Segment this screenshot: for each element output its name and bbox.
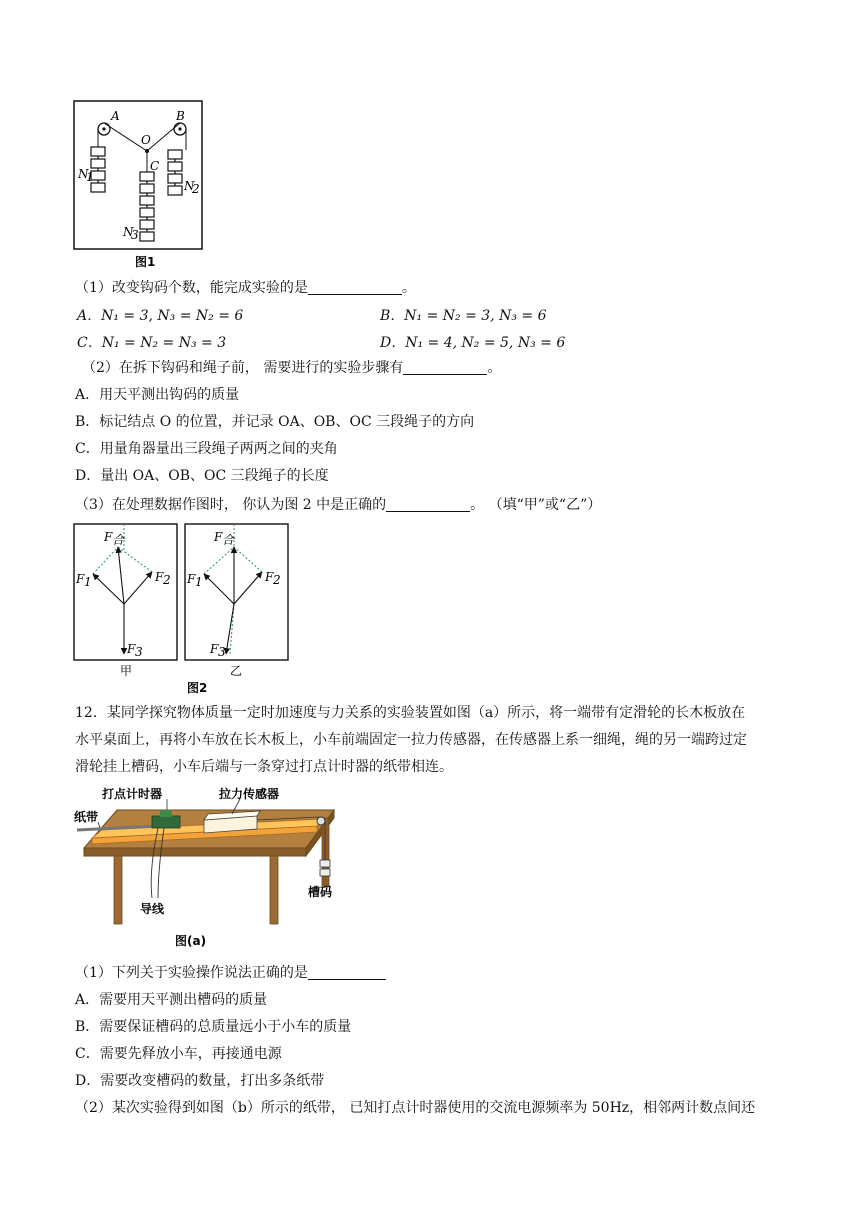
label-n2-sub: 2: [192, 182, 200, 196]
figure-1-drawing: [73, 100, 205, 272]
label-timer: 打点计时器: [102, 787, 163, 801]
q2-option-c[interactable]: C．用量角器量出三段绳子两两之间的夹角: [75, 441, 338, 457]
label-n2: N: [184, 179, 195, 193]
svg-text:1: 1: [84, 575, 92, 589]
yi-f2: F: [265, 570, 274, 584]
q12-1-option-d[interactable]: D．需要改变槽码的数量，打出多条纸带: [75, 1073, 325, 1089]
yi-f3: F: [210, 642, 219, 656]
figure-a: [72, 786, 342, 952]
label-weights: 槽码: [308, 885, 333, 899]
svg-text:1: 1: [195, 575, 203, 589]
label-c: C: [150, 159, 160, 173]
figure-a-caption: 图(a): [175, 934, 207, 948]
figure-2: [73, 522, 291, 698]
q1-option-b[interactable]: B．N₁ = N₂ = 3, N₃ = 6: [380, 308, 547, 324]
label-o: O: [141, 133, 151, 147]
svg-text:合: 合: [112, 533, 125, 547]
svg-text:3: 3: [218, 645, 226, 659]
label-n3: N: [123, 225, 134, 239]
q12-2-stem: （2）某次实验得到如图（b）所示的纸带， 已知打点计时器使用的交流电源频率为 50Hz，相邻两计数点间还: [75, 1100, 756, 1116]
q12-1-option-c[interactable]: C．需要先释放小车，再接通电源: [75, 1046, 282, 1062]
label-a: A: [111, 109, 120, 123]
jia-f2: F: [155, 570, 164, 584]
yi-f1: F: [187, 572, 196, 586]
q1-option-d[interactable]: D．N₁ = 4, N₂ = 5, N₃ = 6: [380, 335, 566, 351]
svg-text:2: 2: [273, 573, 281, 587]
q2-stem: （2）在拆下钩码和绳子前， 需要进行的实验步骤有 。: [82, 360, 502, 376]
q12-1-option-b[interactable]: B．需要保证槽码的总质量远小于小车的质量: [75, 1019, 352, 1035]
q2-answer-blank[interactable]: [403, 358, 487, 375]
figure-2-caption: 图2: [187, 681, 208, 695]
label-n3-sub: 3: [131, 228, 139, 242]
label-b: B: [176, 109, 185, 123]
q1-answer-blank[interactable]: [308, 278, 402, 295]
figure-2-drawing: [73, 522, 291, 698]
jia-f3: F: [127, 642, 136, 656]
panel-jia-label: 甲: [120, 664, 133, 678]
q1-option-a[interactable]: A．N₁ = 3, N₃ = N₂ = 6: [77, 308, 244, 324]
svg-text:合: 合: [222, 533, 235, 547]
q12-para-3: 滑轮挂上槽码，小车后端与一条穿过打点计时器的纸带相连。: [75, 759, 453, 775]
q12-para-2: 水平桌面上，再将小车放在长木板上，小车前端固定一拉力传感器，在传感器上系一细绳，绳的另一端跨过定: [75, 732, 747, 748]
q12-1-stem: （1）下列关于实验操作说法正确的是: [75, 963, 386, 983]
q1-stem: （1）改变钩码个数，能完成实验的是 。: [75, 280, 416, 296]
q2-option-d[interactable]: D．量出 OA、OB、OC 三段绳子的长度: [75, 468, 329, 484]
panel-yi-label: 乙: [230, 664, 243, 678]
label-wire: 导线: [140, 902, 165, 916]
q1-option-c[interactable]: C．N₁ = N₂ = N₃ = 3: [77, 335, 227, 351]
svg-text:2: 2: [163, 573, 171, 587]
jia-f1: F: [76, 572, 85, 586]
figure-1-caption: 图1: [135, 255, 156, 269]
q12-1-option-a[interactable]: A．需要用天平测出槽码的质量: [75, 992, 268, 1008]
label-n1: N: [78, 167, 89, 181]
svg-text:3: 3: [135, 645, 143, 659]
yi-f-he: F: [214, 530, 223, 544]
figure-1: [73, 100, 205, 272]
q3-answer-blank[interactable]: [386, 495, 470, 512]
q3-stem: （3）在处理数据作图时， 你认为图 2 中是正确的 。 （填“甲”或“乙”）: [75, 497, 602, 513]
figure-a-drawing: [72, 786, 342, 952]
q12-1-answer-blank[interactable]: [308, 963, 386, 980]
q2-option-b[interactable]: B．标记结点 O 的位置，并记录 OA、OB、OC 三段绳子的方向: [75, 414, 475, 430]
q12-para-1: 12．某同学探究物体质量一定时加速度与力关系的实验装置如图（a）所示，将一端带有定滑轮的长木板放在: [75, 705, 746, 721]
label-tape: 纸带: [74, 810, 99, 824]
q2-option-a[interactable]: A．用天平测出钩码的质量: [75, 387, 240, 403]
label-n1-sub: 1: [86, 170, 94, 184]
jia-f-he: F: [104, 530, 113, 544]
label-sensor: 拉力传感器: [219, 787, 280, 801]
